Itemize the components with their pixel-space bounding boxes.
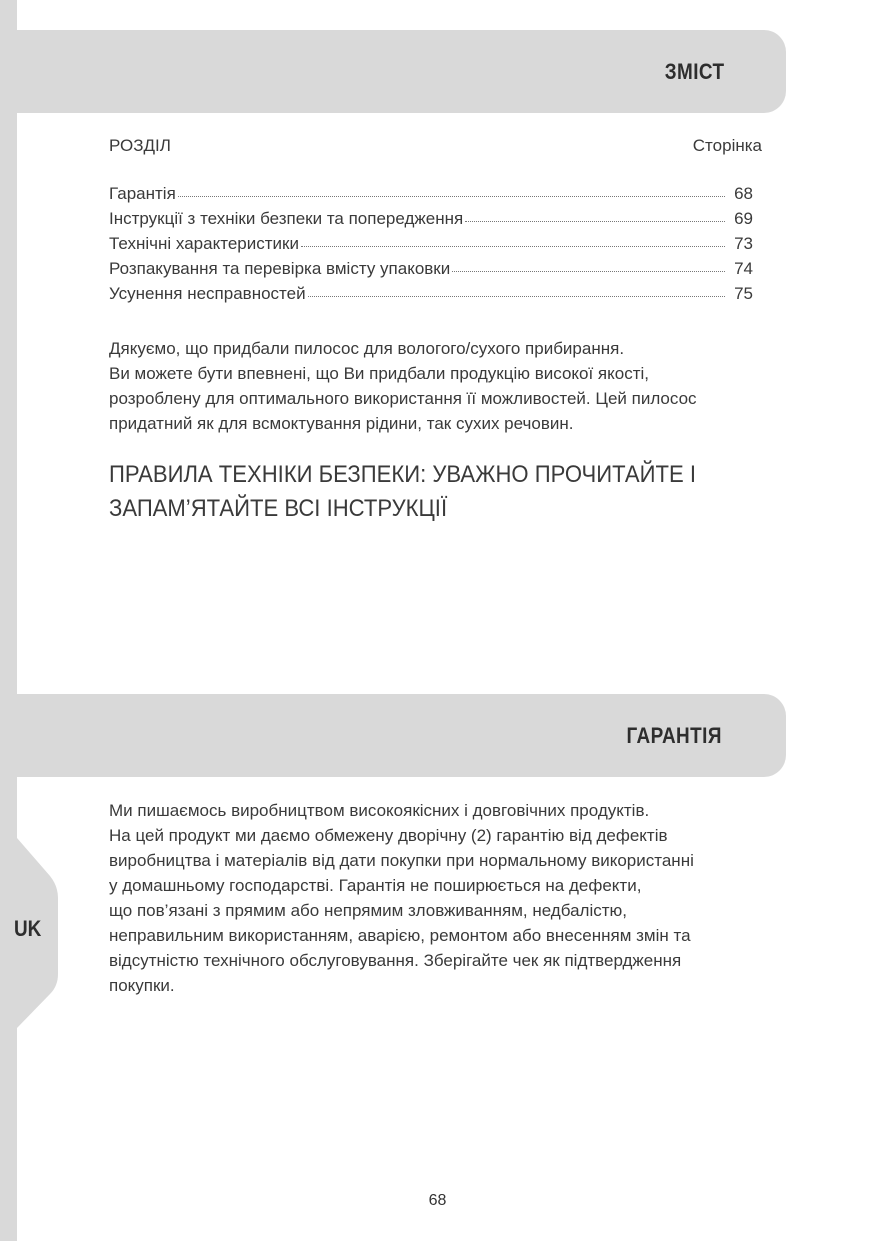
toc-entry-title: Усунення несправностей xyxy=(109,284,306,303)
toc-entry-title: Гарантія xyxy=(109,184,176,203)
toc-entry-title: Розпакування та перевірка вмісту упаковки xyxy=(109,259,451,278)
contents-title: ЗМІСТ xyxy=(664,59,724,84)
toc-leader-dots xyxy=(178,195,725,197)
toc-entry-troubleshooting[interactable] xyxy=(109,284,753,309)
toc-entry-specs[interactable] xyxy=(109,234,753,259)
toc-entry-safety[interactable] xyxy=(109,209,753,234)
toc-entry-title: Технічні характеристики xyxy=(109,234,299,253)
warranty-title: ГАРАНТІЯ xyxy=(626,723,722,748)
toc-leader-dots xyxy=(452,270,725,272)
language-label: UK xyxy=(14,916,42,941)
toc-section-label: РОЗДІЛ xyxy=(109,136,171,155)
toc-entry-page: 69 xyxy=(734,209,753,228)
intro-paragraph: Дякуємо, що придбали пилосос для вологого/сухого прибирання. Ви можете бути впевнені, що Ви придбали продукцію високої якості, розроблену для оптимального використання її можливостей. Цей пилосос придатний як для всмоктування рідини, так сухих речовин. xyxy=(109,339,697,433)
contents-header-bar xyxy=(17,30,786,113)
warranty-paragraph: Ми пишаємось виробництвом високоякісних і довговічних продуктів. На цей продукт ми даємо обмежену дворічну (2) гарантію від дефектів виробництва і матеріалів від дати покупки при нормальному використанні у домашньому господарстві. Гарантія не поширюється на дефекти, що пов’язані з прямим або непрямим зловживанням, недбалістю, неправильним використанням, аварією, ремонтом або внесенням змін та відсутністю технічного обслуговування. Зберігайте чек як підтвердження покупки. xyxy=(109,801,694,995)
toc-list xyxy=(109,184,753,309)
toc-leader-dots xyxy=(465,220,725,222)
side-strip xyxy=(0,0,17,1241)
toc-leader-dots xyxy=(301,245,725,247)
toc-leader-dots xyxy=(308,295,725,297)
toc-entry-page: 75 xyxy=(734,284,753,303)
toc-entry-page: 68 xyxy=(734,184,753,203)
warranty-header-bar xyxy=(17,694,786,777)
toc-entry-warranty[interactable] xyxy=(109,184,753,209)
toc-entry-title: Інструкції з техніки безпеки та попередження xyxy=(109,209,464,228)
page-number: 68 xyxy=(428,1192,447,1209)
toc-entry-unpacking[interactable] xyxy=(109,259,753,284)
toc-entry-page: 73 xyxy=(734,234,753,253)
toc-page-label: Сторінка xyxy=(692,136,762,155)
toc-entry-page: 74 xyxy=(734,259,753,278)
safety-heading: ПРАВИЛА ТЕХНІКИ БЕЗПЕКИ: УВАЖНО ПРОЧИТАЙТЕ І ЗАПАМ’ЯТАЙТЕ ВСІ ІНСТРУКЦІЇ xyxy=(109,461,696,522)
